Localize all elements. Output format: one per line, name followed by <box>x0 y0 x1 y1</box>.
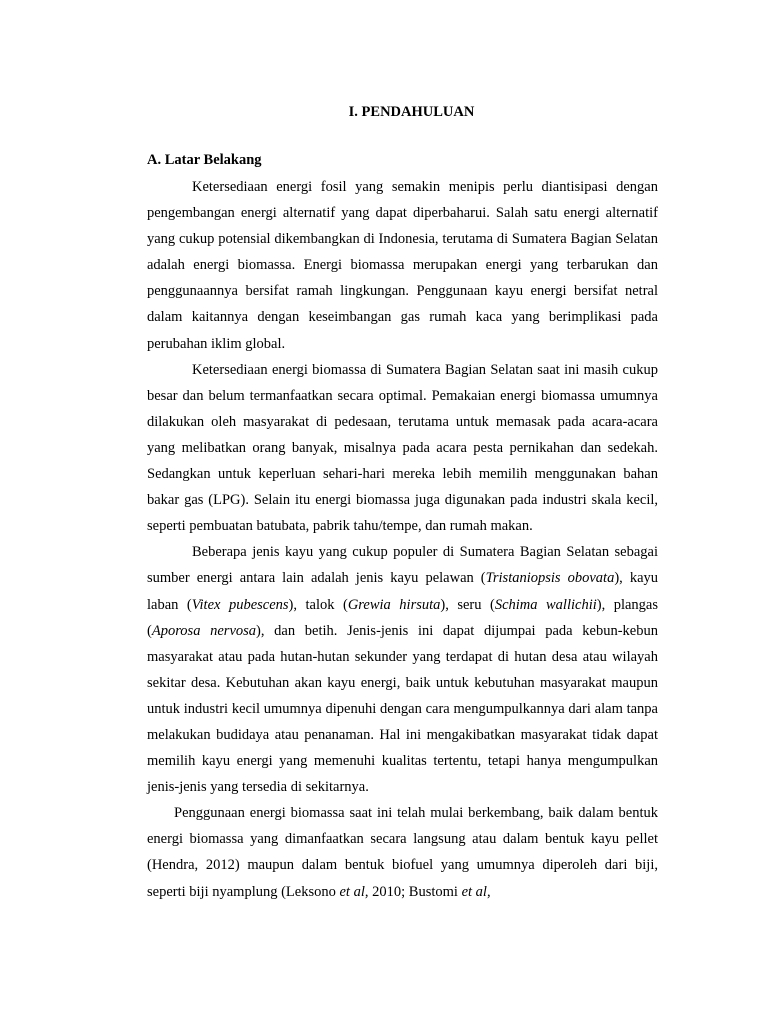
paragraph-2: Ketersediaan energi biomassa di Sumatera Bagian Selatan saat ini masih cukup besar dan belum termanfaatkan secara optimal. Pemakaian energi biomassa umumnya dilakukan oleh masyarakat di pedesaan, terutama untuk memasak pada acara-acara yang melibatkan orang banyak, misalnya pada acara pesta pernikahan dan sedekah. Sedangkan untuk keperluan sehari-hari mereka lebih memilih menggunakan bahan bakar gas (LPG). Selain itu energi biomassa juga digunakan pada industri skala kecil, seperti pembuatan batubata, pabrik tahu/tempe, dan rumah makan. <box>147 361 658 535</box>
species-name: Aporosa nervosa <box>151 622 257 639</box>
paragraph-3-text: ), plangas ( <box>147 596 659 639</box>
paragraph-4-text: , 2010; Bustomi <box>364 883 462 900</box>
paragraph-4 <box>147 800 658 904</box>
citation-et-al: et al <box>339 883 365 900</box>
species-name: Vitex pubescens <box>191 596 289 613</box>
page-title: I. PENDAHULUAN <box>348 104 475 120</box>
paragraph-3 <box>147 539 658 800</box>
paragraph-3-text: ), seru ( <box>440 596 495 613</box>
paragraph-3-text: ), talok ( <box>288 596 348 613</box>
paragraph-4-text: , <box>486 883 491 900</box>
species-name: Schima wallichii <box>494 596 597 613</box>
paragraph-1: Ketersediaan energi fosil yang semakin menipis perlu diantisipasi dengan pengembangan energi alternatif yang dapat diperbaharui. Salah satu energi alternatif yang cukup potensial dikembangkan di Indonesia, terutama di Sumatera Bagian Selatan adalah energi biomassa. Energi biomassa merupakan energi yang terbarukan dan penggunaannya bersifat ramah lingkungan. Penggunaan kayu energi bersifat netral dalam kaitannya dengan keseimbangan gas rumah kaca yang berimplikasi pada perubahan iklim global. <box>147 179 658 352</box>
paragraph-3-text: ), dan betih. Jenis-jenis ini dapat dijumpai pada kebun-kebun masyarakat atau pada hutan-hutan sekunder yang terdapat di hutan desa atau wilayah sekitar desa. Kebutuhan akan kayu energi, baik untuk kebutuhan masyarakat maupun untuk industri kecil umumnya dipenuhi dengan cara mengumpulkannya dari alam tanpa melakukan budidaya atau penanaman. Hal ini mengakibatkan masyarakat tidak dapat memilih kayu energi yang memenuhi kualitas tertentu, tetapi hanya mengumpulkan jenis-jenis yang tersedia di sekitarnya. <box>147 622 658 796</box>
species-name: Tristaniopsis obovata <box>485 570 615 587</box>
paragraph-3-text: Beberapa jenis kayu yang cukup populer di Sumatera Bagian Selatan sebagai sumber energi antara lain adalah jenis kayu pelawan ( <box>147 544 658 587</box>
paragraph-4-text: Penggunaan energi biomassa saat ini telah mulai berkembang, baik dalam bentuk energi biomassa yang dimanfaatkan secara langsung atau dalam bentuk kayu pellet (Hendra, 2012) maupun dalam bentuk biofuel yang umumnya diperoleh dari biji, seperti biji nyamplung (Leksono <box>147 805 658 900</box>
section-heading: A. Latar Belakang <box>147 152 262 168</box>
citation-et-al: et al <box>461 883 487 900</box>
paragraph-3-text: ), kayu laban ( <box>147 570 659 613</box>
species-name: Grewia hirsuta <box>347 596 441 613</box>
